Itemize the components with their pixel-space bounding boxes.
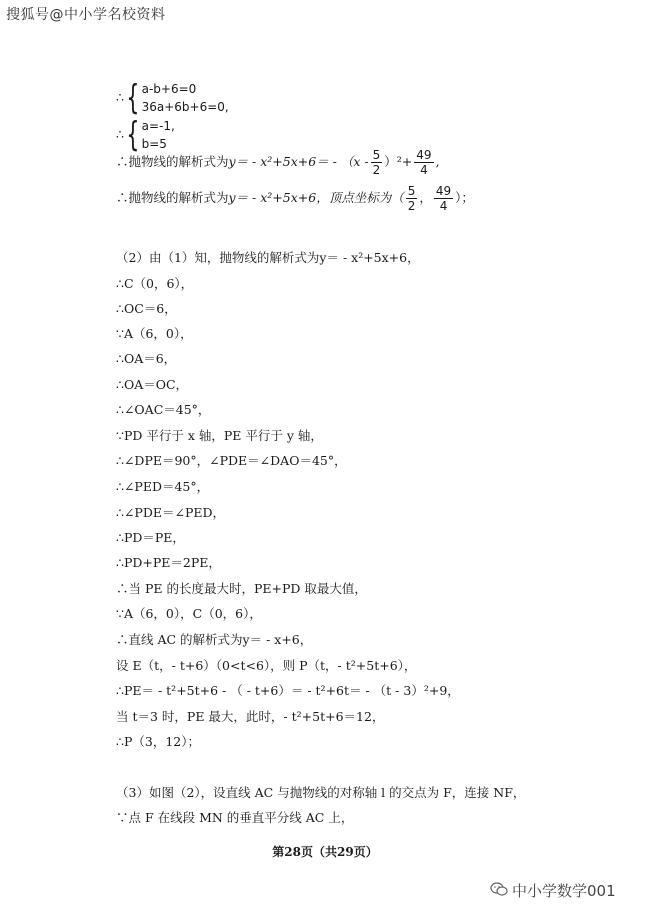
- denominator: 2: [372, 163, 381, 177]
- text-line: 设 E（t，- t+6）（0<t<6），则 P（t，- t²+5t+6），: [116, 658, 417, 673]
- therefore-symbol: ∴: [116, 126, 124, 142]
- comma: ,: [170, 119, 175, 133]
- text-line: （2）由（1）知，抛物线的解析式为y＝ - x²+5x+6，: [116, 250, 420, 265]
- denominator: 4: [420, 163, 428, 177]
- text-line: ∴PD+PE＝2PE，: [116, 555, 221, 570]
- text-line: ∴PD＝PE，: [116, 530, 185, 545]
- comma: ，: [419, 190, 432, 205]
- text-line: ∴OA＝6，: [116, 351, 177, 366]
- text-line: ∴∠PED＝45°，: [116, 479, 210, 494]
- text-line: ∴PE＝ - t²+5t+6 - （ - t+6）＝ - t²+6t＝ - （t - 3）²+9，: [116, 683, 460, 698]
- text: ∴抛物线的解析式为: [116, 154, 229, 169]
- system-equations: [142, 80, 229, 116]
- text-line: ∴OA＝OC，: [116, 377, 189, 392]
- text-line: ∴直线 AC 的解析式为y＝ - x+6，: [116, 632, 313, 647]
- left-brace: {: [126, 115, 140, 155]
- text-line: ∴当 PE 的长度最大时，PE+PD 取最大值，: [116, 581, 367, 596]
- equation: y＝ - x²+5x+6，顶点坐标为（: [228, 190, 404, 205]
- equation-system-1: [116, 80, 229, 116]
- therefore-symbol: ∴: [116, 89, 124, 105]
- fraction: [434, 184, 453, 213]
- wechat-icon: [490, 882, 508, 896]
- vertex-form-line: [116, 148, 440, 177]
- equation: ）²+: [384, 154, 413, 169]
- fraction: [414, 148, 433, 177]
- text: ∴抛物线的解析式为: [116, 190, 229, 205]
- text-line: ∵点 F 在线段 MN 的垂直平分线 AC 上，: [116, 810, 354, 825]
- text-line: ∴P（3，12）；: [116, 734, 200, 749]
- left-brace: {: [126, 78, 140, 118]
- equation-line: b=5: [141, 137, 167, 151]
- denominator: 2: [407, 199, 416, 213]
- equation-line: a=-1: [141, 119, 171, 133]
- comma: ,: [435, 154, 440, 169]
- page-footer: 第28页（共29页）: [272, 845, 378, 859]
- text-line: ∴∠PDE＝∠PED，: [116, 505, 226, 520]
- text-line: ∵A（6，0），C（0，6），: [116, 606, 262, 621]
- equation-line: 36a+6b+6=0: [141, 100, 225, 114]
- numerator: 5: [372, 148, 381, 162]
- comma: ,: [224, 100, 229, 114]
- fraction: [371, 148, 383, 177]
- text-line: ∵PD 平行于 x 轴，PE 平行于 y 轴，: [116, 428, 323, 443]
- text-line: 当 t＝3 时，PE 最大，此时，- t²+5t+6＝12，: [116, 709, 385, 724]
- text-line: ∴C（0，6），: [116, 276, 194, 291]
- fraction: [406, 184, 418, 213]
- brand-watermark: 中小学数学001: [512, 882, 616, 900]
- text: ）；: [455, 190, 474, 205]
- numerator: 49: [416, 148, 432, 162]
- watermark-top-text: 搜狐号@中小学名校资料: [6, 7, 166, 23]
- text-line: ∴∠DPE＝90°，∠PDE＝∠DAO＝45°，: [116, 453, 347, 468]
- text-line: ∴∠OAC＝45°，: [116, 402, 211, 417]
- vertex-coordinate-line: [116, 184, 474, 213]
- equation: y＝ - x²+5x+6＝ - （x -: [228, 154, 369, 169]
- equation-line: a-b+6=0: [141, 82, 197, 96]
- numerator: 49: [435, 184, 452, 198]
- text-line: （3）如图（2），设直线 AC 与抛物线的对称轴 l 的交点为 F，连接 NF，: [116, 785, 526, 800]
- text-line: ∴OC＝6，: [116, 301, 177, 316]
- denominator: 4: [439, 199, 448, 213]
- numerator: 5: [407, 184, 416, 198]
- text-line: ∵A（6，0），: [116, 326, 193, 341]
